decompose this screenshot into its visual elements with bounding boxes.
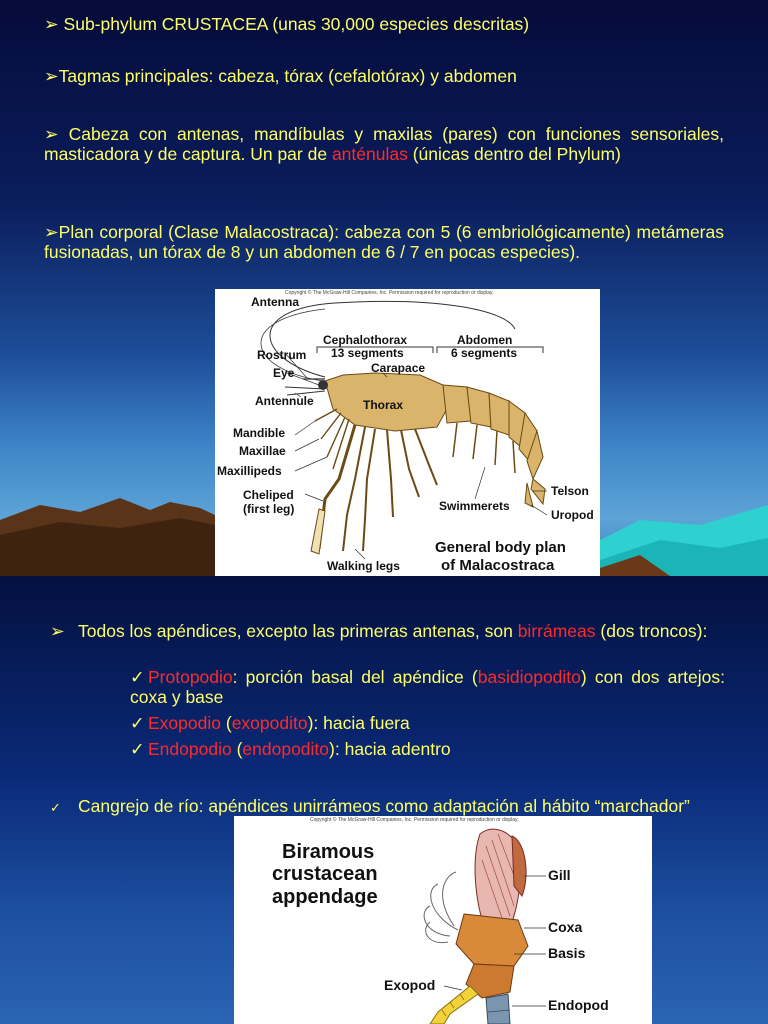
label-endopod: Endopod bbox=[548, 997, 609, 1013]
protopodio-text-end: ) con dos artejos: coxa y base bbox=[130, 667, 726, 707]
bullet-plan-corporal bbox=[44, 222, 724, 262]
bullet-tagmas-text: Tagmas principales: cabeza, tórax (cefalotórax) y abdomen bbox=[58, 66, 517, 86]
basidiopodito-term: basidiopodito bbox=[477, 667, 581, 687]
bullet-cabeza-text-end: (únicas dentro del Phylum) bbox=[407, 144, 621, 164]
figure-caption-line-2: of Malacostraca bbox=[441, 557, 555, 574]
bullet-apendices bbox=[50, 621, 726, 641]
figure-caption-line-1: General body plan bbox=[435, 539, 566, 556]
figure-2-title-line-1: Biramous bbox=[282, 841, 375, 863]
protopodio-text: : porción basal del apéndice ( bbox=[232, 667, 478, 687]
birrameas-highlight: birrámeas bbox=[517, 621, 596, 641]
label-antenna: Antenna bbox=[251, 295, 299, 309]
malacostraca-figure bbox=[215, 289, 600, 576]
bullet-cangrejo bbox=[50, 796, 725, 818]
label-coxa: Coxa bbox=[548, 919, 583, 935]
exopodio-term: Exopodio bbox=[148, 713, 221, 733]
arrow-bullet-icon: ➢ bbox=[44, 222, 59, 242]
bullet-subphylum bbox=[44, 14, 744, 34]
protopodio-term: Protopodio bbox=[148, 667, 233, 687]
check-icon: ✓ bbox=[130, 739, 145, 759]
antennules-highlight: anténulas bbox=[331, 144, 408, 164]
label-thorax: Thorax bbox=[363, 398, 404, 412]
label-telson: Telson bbox=[551, 484, 589, 498]
arrow-bullet-icon: ➢ bbox=[50, 621, 65, 641]
bullet-apendices-text-end: (dos troncos): bbox=[595, 621, 708, 641]
arrow-bullet-icon: ➢ bbox=[44, 14, 59, 34]
label-gill: Gill bbox=[548, 867, 571, 883]
endopodito-term: endopodito bbox=[242, 739, 330, 759]
check-icon: ✓ bbox=[130, 667, 145, 687]
slide-2 bbox=[0, 576, 768, 1024]
exopodio-text-end: ): hacia fuera bbox=[307, 713, 410, 733]
label-6-segments: 6 segments bbox=[451, 346, 518, 360]
bullet-cabeza bbox=[44, 124, 724, 164]
bullet-subphylum-text: Sub-phylum CRUSTACEA (unas 30,000 especies descritas) bbox=[63, 14, 530, 34]
exopodio-text: ( bbox=[220, 713, 232, 733]
label-walking-legs: Walking legs bbox=[327, 559, 400, 573]
bullet-cabeza-text: Cabeza con antenas, mandíbulas y maxilas (pares) con funciones sensoriales, masticadora y de captura. Un par de bbox=[44, 124, 724, 164]
endopodio-text-end: ): hacia adentro bbox=[329, 739, 451, 759]
label-carapace: Carapace bbox=[371, 361, 426, 375]
label-first-leg: (first leg) bbox=[243, 502, 295, 516]
figure-2-title-line-2: crustacean bbox=[272, 863, 378, 885]
biramous-appendage-figure bbox=[234, 816, 652, 1024]
label-cephalothorax: Cephalothorax bbox=[323, 333, 408, 347]
label-maxillipeds: Maxillipeds bbox=[217, 464, 282, 478]
bullet-plan-corporal-text: Plan corporal (Clase Malacostraca): cabeza con 5 (6 embriológicamente) metámeras fusionadas, un tórax de 8 y un abdomen de 6 / 7 en pocas especies). bbox=[44, 222, 724, 262]
label-rostrum: Rostrum bbox=[257, 348, 307, 362]
bullet-tagmas bbox=[44, 66, 744, 86]
label-swimmerets: Swimmerets bbox=[439, 499, 510, 513]
label-maxillae: Maxillae bbox=[239, 444, 286, 458]
label-mandible: Mandible bbox=[233, 426, 286, 440]
exopodito-term: exopodito bbox=[231, 713, 308, 733]
sub-bullet-endopodio bbox=[130, 739, 725, 759]
endopodio-term: Endopodio bbox=[148, 739, 232, 759]
label-cheliped: Cheliped bbox=[243, 488, 294, 502]
arrow-bullet-icon: ➢ bbox=[44, 66, 59, 86]
figure-2-title-line-3: appendage bbox=[272, 886, 378, 908]
figure-copyright: Copyright © The McGraw-Hill Companies, Inc. Permission required for reproduction or display. bbox=[285, 290, 494, 296]
label-eye: Eye bbox=[273, 366, 295, 380]
bullet-cangrejo-text: Cangrejo de río: apéndices unirrámeos como adaptación al hábito “marchador” bbox=[78, 796, 690, 816]
label-abdomen: Abdomen bbox=[457, 333, 513, 347]
label-uropod: Uropod bbox=[551, 508, 594, 522]
label-basis: Basis bbox=[548, 945, 586, 961]
endopodio-text: ( bbox=[231, 739, 243, 759]
check-icon: ✓ bbox=[50, 800, 61, 815]
figure-2-copyright: Copyright © The McGraw-Hill Companies, Inc. Permission required for reproduction or display. bbox=[310, 817, 519, 823]
label-13-segments: 13 segments bbox=[331, 346, 404, 360]
label-exopod: Exopod bbox=[384, 977, 436, 993]
arrow-bullet-icon: ➢ bbox=[44, 124, 59, 144]
label-antennule: Antennule bbox=[255, 394, 314, 408]
bullet-apendices-text: Todos los apéndices, excepto las primeras antenas, son bbox=[78, 621, 518, 641]
check-icon: ✓ bbox=[130, 713, 145, 733]
sub-bullet-protopodio bbox=[130, 667, 725, 707]
sub-bullet-exopodio bbox=[130, 713, 725, 733]
